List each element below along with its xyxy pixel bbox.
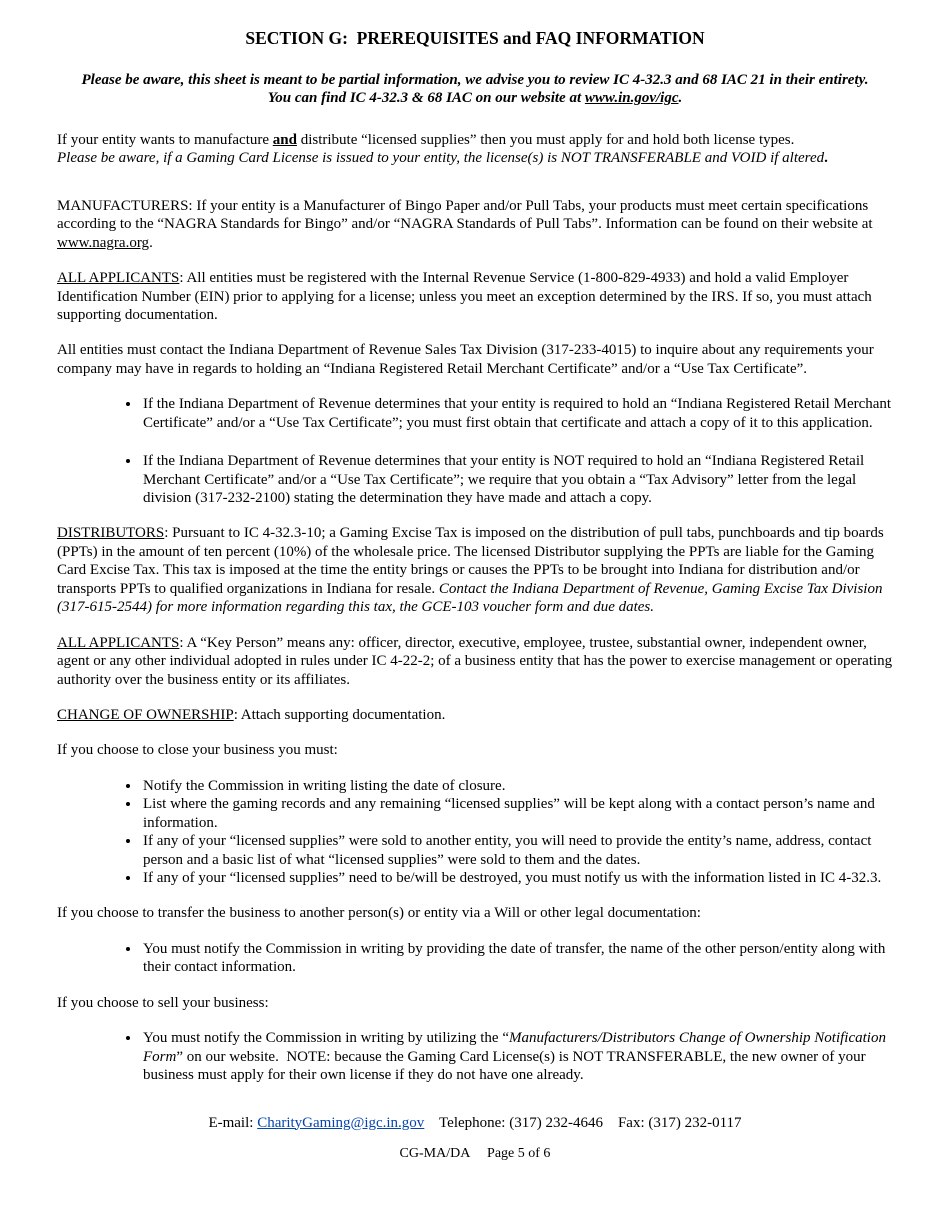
text-segment: Manufacturers/Distributors Change of Ownership Notification Form <box>143 1030 890 1065</box>
text-segment: You can find IC 4-32.3 & 68 IAC on our website at <box>267 90 585 107</box>
dor-bullets <box>57 395 893 507</box>
text-segment: : Pursuant to IC 4-32.3-10; a Gaming Excise Tax is imposed on the distribution of pull tabs, punchboards and tip boards (PPTs) in the amount of ten percent (10%) of the wholesale price. The licensed Distributor supplying the PPTs are liable for the Gaming Card Excise Tax. This tax is imposed at the time the entity brings or causes the PPTs to be brought into Indiana for distribution and/or transports PPTs to qualified organizations in Indiana for resale. <box>57 525 888 597</box>
bullet-item <box>141 452 893 507</box>
all-applicants-ein-paragraph <box>57 269 893 324</box>
text-segment: You must notify the Commission in writing by providing the date of transfer, the name of the other person/entity along with their contact information. <box>143 940 890 976</box>
close-business-bullets <box>57 777 893 888</box>
text-segment: . <box>650 599 655 616</box>
text-segment: If you choose to sell your business: <box>57 994 269 1011</box>
text-segment: Notify the Commission in writing listing the date of closure. <box>143 777 506 794</box>
text-segment: Contact the Indiana Department of Revenue, Gaming Excise Tax Division (317-615-2544) for more information regarding this tax, the GCE-103 voucher form and due dates <box>57 580 887 616</box>
key-person-paragraph <box>57 634 896 689</box>
sell-business-bullets <box>57 1029 893 1084</box>
text-segment: If the Indiana Department of Revenue determines that your entity is required to hold an “Indiana Registered Retail Merchant Certificate” and/or a “Use Tax Certificate”; you must first obtain that certificate and attach a copy of it to this application. <box>143 396 895 431</box>
footer-page-label: CG-MA/DA Page 5 of 6 <box>399 1145 551 1161</box>
text-segment: List where the gaming records and any remaining “licensed supplies” will be kept along with a contact person’s name and information. <box>143 796 879 831</box>
bullet-item <box>141 1029 893 1084</box>
bullet-item <box>141 395 893 432</box>
text-segment: If any of your “licensed supplies” need to be/will be destroyed, you must notify us with the information listed in IC 4-32.3. <box>143 870 882 886</box>
transfer-business-bullets <box>57 940 893 977</box>
text-segment: ALL APPLICANTS <box>57 270 180 287</box>
text-segment: and <box>272 131 297 148</box>
text-segment: distribute “licensed supplies” then you must apply for and hold both license types. <box>296 131 795 148</box>
text-segment: If you choose to close your business you must: <box>57 742 338 759</box>
bullet-item <box>141 869 893 887</box>
page-title: SECTION G: PREREQUISITES and FAQ INFORMATION <box>245 28 705 48</box>
bullet-item <box>141 795 893 832</box>
text-segment: ALL APPLICANTS <box>57 634 180 651</box>
text-segment: ” on our website. NOTE: because the Gaming Card License(s) is NOT TRANSFERABLE, the new owner of your business must apply for their own license if they do not have one already. <box>143 1048 870 1084</box>
text-segment: . <box>824 150 828 167</box>
igc-website-url: www.in.gov/igc <box>584 90 679 107</box>
bullet-item <box>141 777 893 795</box>
text-segment: MANUFACTURERS: If your entity is a Manufacturer of Bingo Paper and/or Pull Tabs, your products must meet certain specifications according to the “NAGRA Standards for Bingo” and/or “NAGRA Standards of Pull Tabs”. Information can be found on their website at <box>57 197 877 233</box>
text-segment: Please be aware, if a Gaming Card License is issued to your entity, the license(s) is NOT TRANSFERABLE and VOID if altered <box>57 150 825 167</box>
nagra-website-url: www.nagra.org <box>57 234 150 251</box>
email-link[interactable]: CharityGaming@igc.in.gov <box>257 1114 425 1131</box>
text-segment: CHANGE OF OWNERSHIP <box>57 706 234 723</box>
text-segment: : Attach supporting documentation. <box>233 706 446 723</box>
text-segment: Telephone: (317) 232-4646 Fax: (317) 232-0117 <box>424 1114 742 1131</box>
close-business-intro <box>57 741 893 759</box>
footer-contact <box>57 1115 893 1132</box>
text-segment: All entities must contact the Indiana Department of Revenue Sales Tax Division (317-233-4015) to inquire about any requirements your company may have in regards to holding an “Indiana Registered Retail Merchant Certificate” and/or a “Use Tax Certificate”. <box>57 342 878 377</box>
text-segment: : All entities must be registered with the Internal Revenue Service (1-800-829-4933) and hold a valid Employer Identification Number (EIN) prior to applying for a license; unless you meet an exception determined by the IRS. If so, you must attach supporting documentation. <box>57 270 876 323</box>
text-segment: . <box>678 90 683 107</box>
license-types-paragraph <box>57 131 893 168</box>
document-body <box>57 71 896 1085</box>
manufacturers-paragraph <box>57 197 893 252</box>
text-segment: If the Indiana Department of Revenue determines that your entity is NOT required to hold an “Indiana Registered Retail Merchant Certificate” and/or a “Use Tax Certificate”; we require that you obtain a “Tax Advisory” letter from the legal division (317-232-2100) stating the determination they have made and attach a copy. <box>143 453 868 506</box>
transfer-business-intro <box>57 904 893 922</box>
text-segment: Please be aware, this sheet is meant to be partial information, we advise you to review IC 4-32.3 and 68 IAC 21 in their entirety. <box>81 72 869 88</box>
text-segment: : A “Key Person” means any: officer, director, executive, employee, trustee, substantial owner, independent owner, agent or any other individual adopted in rules under IC 4-22-2; of a business entity that has the power to exercise management or operating authority over the business entity or its affiliates. <box>57 634 896 688</box>
text-segment: If any of your “licensed supplies” were sold to another entity, you will need to provide the entity’s name, address, contact person and a basic list of what “licensed supplies” were sold to them and the dates. <box>143 833 876 868</box>
text-segment: . <box>149 234 153 251</box>
notice <box>57 71 893 108</box>
text-segment: If your entity wants to manufacture <box>57 131 273 148</box>
bullet-item <box>141 940 893 977</box>
text-segment: E-mail: <box>208 1114 258 1131</box>
distributors-paragraph <box>57 524 893 616</box>
text-segment: If you choose to transfer the business to another person(s) or entity via a Will or other legal documentation: <box>57 905 701 922</box>
text-segment: DISTRIBUTORS <box>57 525 165 542</box>
change-of-ownership-paragraph <box>57 706 893 724</box>
bullet-item <box>141 832 893 869</box>
sell-business-intro <box>57 994 893 1012</box>
text-segment: You must notify the Commission in writing by utilizing the “ <box>143 1030 509 1047</box>
dor-contact-paragraph <box>57 341 893 378</box>
